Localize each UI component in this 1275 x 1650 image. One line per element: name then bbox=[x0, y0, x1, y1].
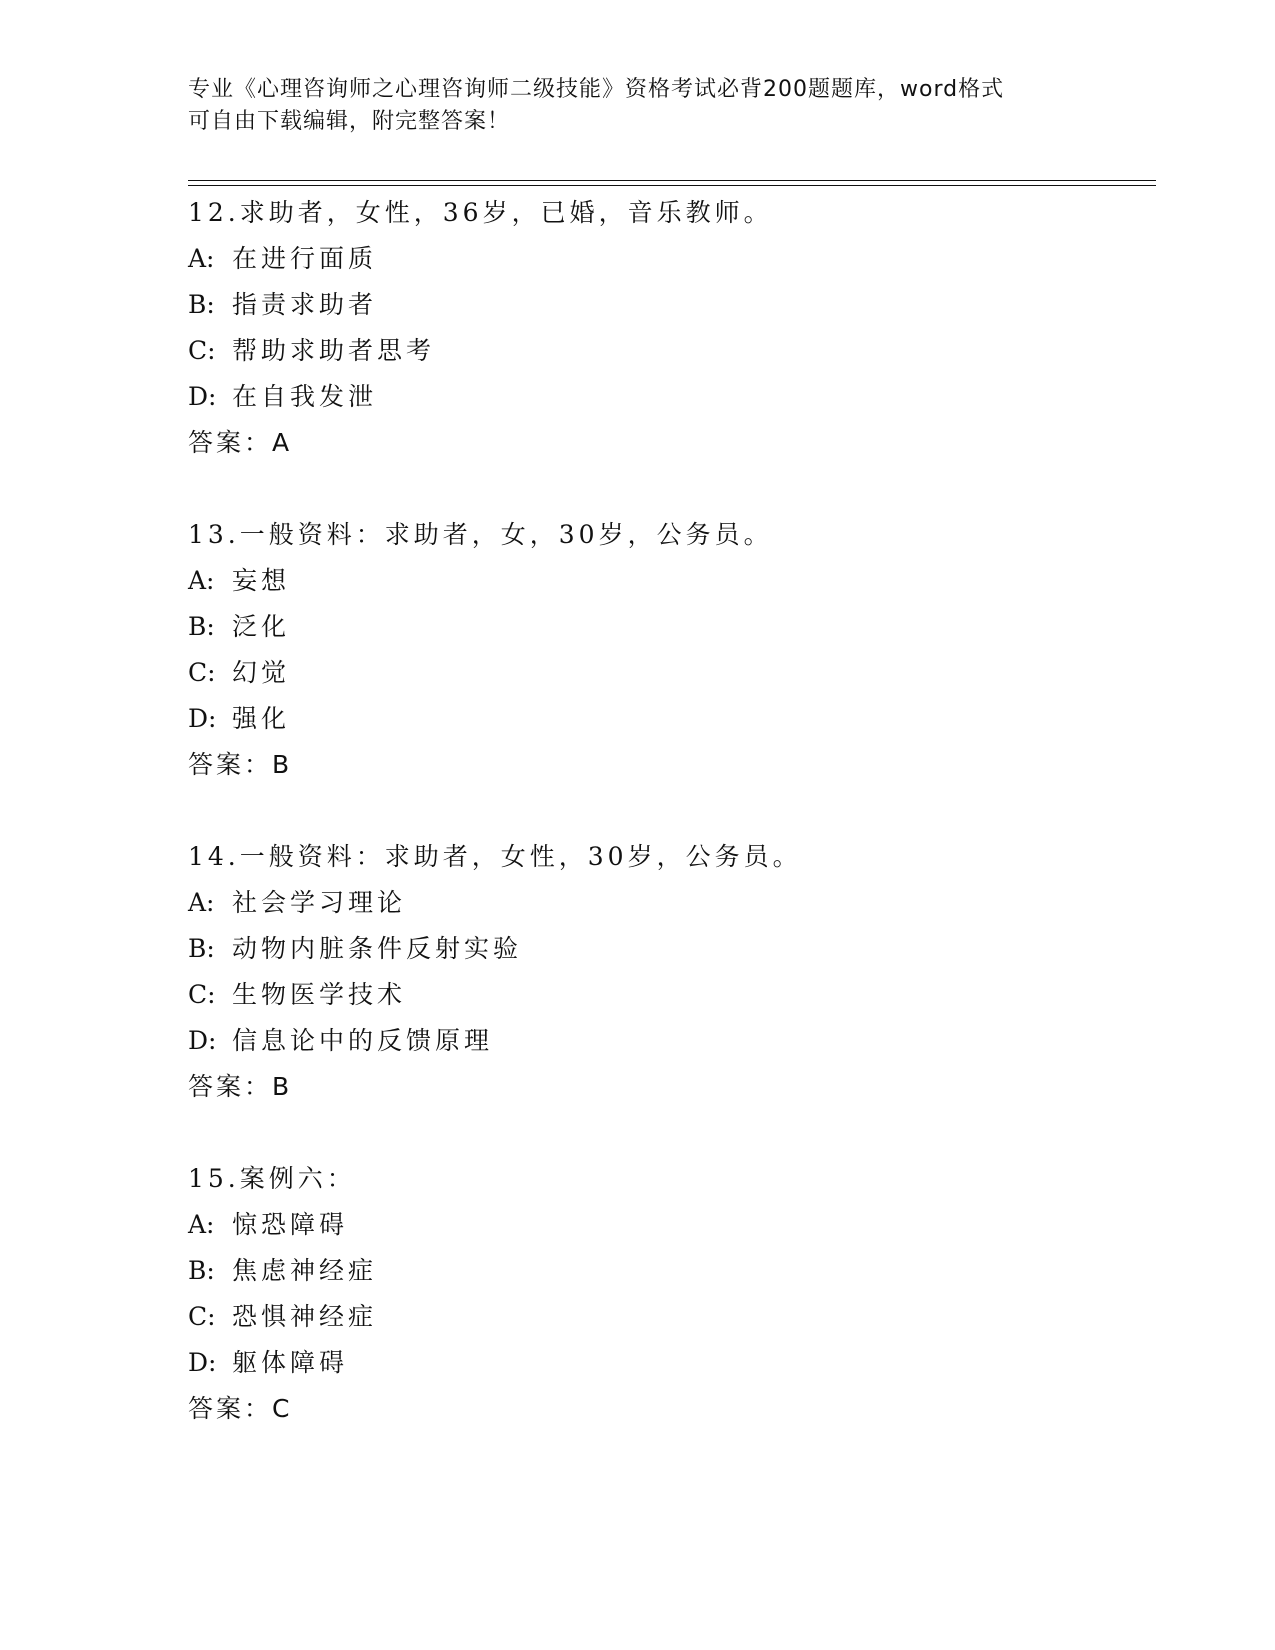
option-text: 社会学习理论 bbox=[232, 888, 407, 917]
option-letter: B: bbox=[188, 290, 215, 319]
option-letter: C: bbox=[188, 336, 216, 365]
option-letter: D: bbox=[188, 382, 217, 411]
header-divider-top bbox=[188, 180, 1156, 181]
option-a bbox=[188, 880, 1148, 926]
question-stem: 15.案例六： bbox=[188, 1164, 356, 1193]
option-text: 幻觉 bbox=[232, 658, 291, 687]
option-c bbox=[188, 972, 1148, 1018]
option-letter: A: bbox=[188, 888, 215, 917]
question-13 bbox=[188, 512, 1148, 788]
option-a bbox=[188, 1202, 1148, 1248]
option-text: 在自我发泄 bbox=[232, 382, 378, 411]
option-b bbox=[188, 926, 1148, 972]
option-text: 恐惧神经症 bbox=[232, 1302, 378, 1331]
option-text: 躯体障碍 bbox=[232, 1348, 349, 1377]
option-letter: B: bbox=[188, 612, 215, 641]
option-letter: A: bbox=[188, 1210, 215, 1239]
option-text: 妄想 bbox=[232, 566, 291, 595]
header-divider-bottom bbox=[188, 185, 1156, 186]
option-c bbox=[188, 650, 1148, 696]
option-letter: D: bbox=[188, 1026, 217, 1055]
option-b bbox=[188, 1248, 1148, 1294]
option-text: 指责求助者 bbox=[232, 290, 378, 319]
question-15 bbox=[188, 1156, 1148, 1432]
option-d bbox=[188, 374, 1148, 420]
option-a bbox=[188, 236, 1148, 282]
header-line-1: 专业《心理咨询师之心理咨询师二级技能》资格考试必背200题题库，word格式 bbox=[188, 77, 1005, 102]
option-letter: B: bbox=[188, 934, 215, 963]
document-header bbox=[188, 74, 1088, 138]
question-list bbox=[188, 190, 1148, 1478]
option-d bbox=[188, 696, 1148, 742]
option-text: 动物内脏条件反射实验 bbox=[232, 934, 523, 963]
question-stem: 14.一般资料：求助者，女性，30岁，公务员。 bbox=[188, 842, 802, 871]
option-c bbox=[188, 1294, 1148, 1340]
option-c bbox=[188, 328, 1148, 374]
answer-line: 答案：B bbox=[188, 1072, 293, 1101]
header-line-2: 可自由下载编辑，附完整答案！ bbox=[188, 109, 511, 134]
option-text: 强化 bbox=[232, 704, 291, 733]
answer-line: 答案：A bbox=[188, 428, 293, 457]
option-text: 泛化 bbox=[232, 612, 291, 641]
question-stem: 12.求助者，女性，36岁，已婚，音乐教师。 bbox=[188, 198, 773, 227]
question-14 bbox=[188, 834, 1148, 1110]
option-letter: C: bbox=[188, 1302, 216, 1331]
option-letter: A: bbox=[188, 566, 215, 595]
option-letter: B: bbox=[188, 1256, 215, 1285]
option-letter: D: bbox=[188, 1348, 217, 1377]
option-text: 惊恐障碍 bbox=[232, 1210, 349, 1239]
option-a bbox=[188, 558, 1148, 604]
option-text: 信息论中的反馈原理 bbox=[232, 1026, 494, 1055]
option-letter: C: bbox=[188, 980, 216, 1009]
option-text: 在进行面质 bbox=[232, 244, 378, 273]
answer-line: 答案：C bbox=[188, 1394, 293, 1423]
option-b bbox=[188, 604, 1148, 650]
option-letter: C: bbox=[188, 658, 216, 687]
option-text: 焦虑神经症 bbox=[232, 1256, 378, 1285]
option-text: 生物医学技术 bbox=[232, 980, 407, 1009]
question-12 bbox=[188, 190, 1148, 466]
option-text: 帮助求助者思考 bbox=[232, 336, 436, 365]
option-b bbox=[188, 282, 1148, 328]
option-letter: A: bbox=[188, 244, 215, 273]
option-d bbox=[188, 1018, 1148, 1064]
option-d bbox=[188, 1340, 1148, 1386]
question-stem: 13.一般资料：求助者，女，30岁，公务员。 bbox=[188, 520, 773, 549]
answer-line: 答案：B bbox=[188, 750, 293, 779]
option-letter: D: bbox=[188, 704, 217, 733]
